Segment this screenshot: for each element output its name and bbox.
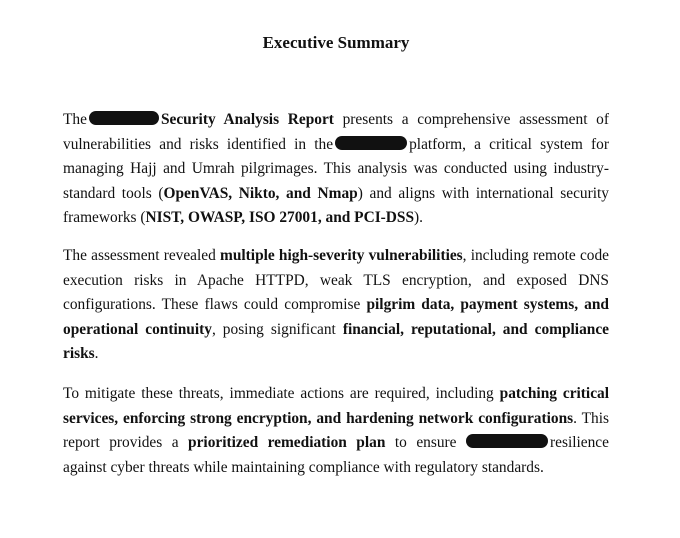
text: ). [414, 209, 424, 227]
paragraph-intro [63, 108, 609, 231]
bold-text: OpenVAS, Nikto, and Nmap [163, 184, 358, 202]
text: . [94, 345, 99, 363]
text: ) and aligns with international security frameworks ( [63, 184, 609, 227]
text: To mitigate these threats, immediate actions are required, including [63, 385, 500, 402]
redaction-mark [466, 434, 548, 448]
bold-text: prioritized remediation plan [188, 434, 386, 452]
bold-text: NIST, OWASP, ISO 27001, and PCI-DSS [145, 209, 415, 227]
text: , posing significant [211, 320, 343, 338]
text: , including remote code execution risks in Apache HTTPD, weak TLS encryption, and exposed DNS configurations. These flaws could compromise [63, 247, 610, 314]
paragraph-findings [63, 244, 609, 367]
text: The [63, 111, 87, 128]
redaction-mark [89, 111, 159, 125]
bold-text: Security Analysis Report [160, 111, 334, 128]
paragraph-mitigation [63, 382, 609, 480]
bold-text: multiple high-severity vulnerabilities [220, 247, 463, 264]
bold-text: financial, reputational, and compliance risks [63, 320, 609, 363]
text: resilience against cyber threats while maintaining compliance with regulatory standards. [63, 434, 609, 476]
text: . This report provides a [63, 409, 610, 452]
text: The assessment revealed [63, 247, 221, 264]
text: presents a comprehensive assessment of vulnerabilities and risks identified in the [63, 111, 609, 153]
redaction-mark [335, 136, 407, 150]
bold-text: patching critical services, enforcing strong encryption, and hardening network configurations [63, 385, 609, 427]
page-title: Executive Summary [262, 33, 410, 52]
bold-text: pilgrim data, payment systems, and operational continuity [63, 296, 609, 338]
text: platform, a critical system for managing Hajj and Umrah pilgrimages. This analysis was conducted using industry-standard tools ( [63, 135, 609, 202]
text: to ensure [385, 434, 457, 452]
